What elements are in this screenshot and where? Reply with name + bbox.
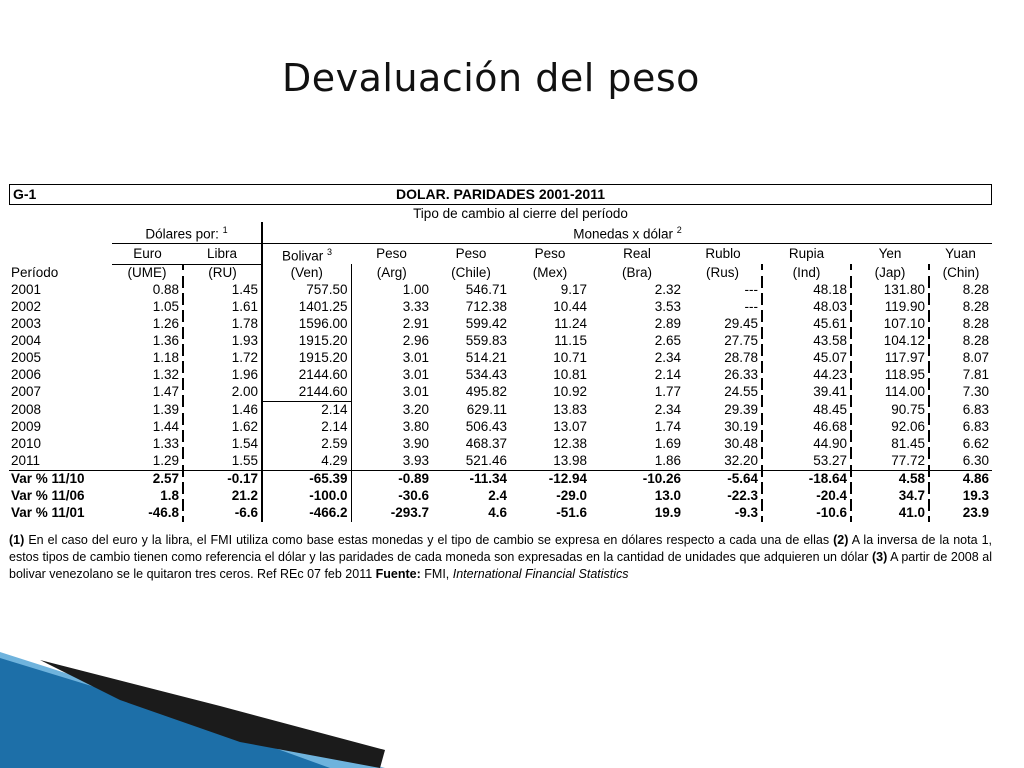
value-cell: 514.21 (465, 350, 508, 365)
period-label: Período (11, 264, 59, 280)
value-cell: 2.96 (402, 333, 430, 348)
value-cell: 1.78 (183, 316, 262, 333)
value-cell: 8.28 (962, 316, 990, 331)
column-header: Rupia (788, 245, 825, 261)
value-cell: 46.68 (762, 419, 851, 436)
table-row (9, 436, 992, 453)
value-cell: 11.15 (554, 333, 588, 348)
column-header: Real (623, 245, 651, 261)
value-cell: 1.39 (112, 401, 183, 419)
value-cell: 3.33 (402, 299, 430, 314)
source-label: Fuente: (375, 567, 421, 581)
source-title: International Financial Statistics (452, 567, 629, 581)
exchange-rate-table (9, 184, 992, 522)
table-row (9, 282, 992, 299)
note-2-text: A la inversa de la nota 1, estos tipos de cambio tienen como referencia el dólar y las paridades de cada moneda son expresadas en la cantidad de unidades que adquieren un dólar (9, 533, 993, 564)
variation-label: Var % 11/10 (9, 470, 112, 488)
variation-row (9, 470, 992, 488)
value-cell: 8.28 (962, 299, 990, 314)
value-cell: 43.58 (762, 333, 851, 350)
value-cell: 7.81 (962, 367, 990, 382)
value-cell: 3.20 (402, 401, 430, 417)
column-subheader: (Bra) (622, 264, 653, 280)
table-row (9, 367, 992, 384)
period-cell: 2008 (11, 401, 42, 417)
source-text: FMI, (420, 567, 453, 581)
note-2-tag: (2) (833, 533, 849, 547)
value-cell: 629.11 (466, 401, 508, 417)
value-cell: --- (684, 299, 762, 316)
value-cell: 6.30 (962, 453, 990, 468)
period-cell: 2005 (11, 350, 42, 365)
value-cell: 521.46 (465, 453, 508, 468)
variation-cell: 4.86 (929, 470, 992, 488)
variation-cell: -10.6 (762, 505, 851, 522)
column-header: Yen (878, 245, 902, 261)
value-cell: 44.23 (762, 367, 851, 384)
column-header: Peso (455, 245, 487, 261)
value-cell: 1.96 (183, 367, 262, 384)
value-cell: 1.62 (183, 419, 262, 436)
variation-cell: 23.9 (962, 505, 990, 520)
value-cell: 1.47 (112, 384, 183, 402)
variation-cell: 34.7 (851, 488, 929, 505)
value-cell: 45.07 (762, 350, 851, 367)
value-cell: 1.93 (183, 333, 262, 350)
value-cell: 1.44 (112, 419, 183, 436)
value-cell: 3.90 (402, 436, 430, 451)
variation-cell: 1.8 (112, 488, 183, 505)
value-cell: 26.33 (684, 367, 762, 384)
value-cell: 4.29 (262, 453, 351, 471)
period-cell: 2010 (11, 436, 42, 451)
column-subheader: (Jap) (851, 264, 929, 282)
period-cell: 2006 (11, 367, 42, 382)
value-cell: 48.45 (762, 401, 851, 419)
value-cell: 468.37 (465, 436, 508, 451)
value-cell: 3.80 (402, 419, 430, 434)
table-subtitle: Tipo de cambio al cierre del período (413, 206, 628, 221)
column-sub-row (9, 264, 992, 282)
variation-cell: -466.2 (262, 505, 351, 522)
value-cell: 2.89 (654, 316, 682, 331)
column-subheader: (Ven) (262, 264, 351, 282)
value-cell: 104.12 (851, 333, 929, 350)
variation-cell: -22.3 (684, 488, 762, 505)
value-cell: 1.26 (112, 316, 183, 333)
value-cell: 9.17 (560, 282, 588, 297)
value-cell: 13.98 (553, 453, 588, 468)
column-subheader: (UME) (112, 264, 183, 282)
variation-row (9, 505, 992, 522)
value-cell: 1.29 (112, 453, 183, 471)
value-cell: --- (684, 282, 762, 299)
value-cell: 13.83 (553, 401, 588, 417)
value-cell: 1596.00 (262, 316, 351, 333)
variation-cell: -11.34 (432, 470, 510, 488)
variation-cell: 41.0 (851, 505, 929, 522)
variation-cell: -9.3 (684, 505, 762, 522)
value-cell: 8.07 (962, 350, 990, 365)
period-cell: 2002 (11, 299, 42, 314)
value-cell: 1.72 (183, 350, 262, 367)
value-cell: 2.14 (262, 419, 351, 436)
column-header: Euro (112, 243, 183, 264)
value-cell: 53.27 (762, 453, 851, 471)
column-subheader: (Ind) (762, 264, 851, 282)
table-row (9, 384, 992, 402)
variation-cell: -46.8 (112, 505, 183, 522)
value-cell: 107.10 (851, 316, 929, 333)
period-cell: 2001 (11, 282, 42, 297)
variation-cell: -293.7 (390, 505, 430, 520)
value-cell: 1915.20 (262, 333, 351, 350)
value-cell: 1.00 (402, 282, 430, 297)
value-cell: 1.45 (183, 282, 262, 299)
variation-cell: 19.3 (962, 488, 990, 503)
value-cell: 712.38 (465, 299, 508, 314)
value-cell: 92.06 (851, 419, 929, 436)
value-cell: 2.34 (654, 401, 682, 417)
variation-row (9, 488, 992, 505)
value-cell: 11.24 (554, 316, 588, 331)
period-cell: 2003 (11, 316, 42, 331)
group-dollars-per: Dólares por: $^1$ (112, 222, 262, 243)
value-cell: 559.83 (465, 333, 508, 348)
table-title: DOLAR. PARIDADES 2001-2011 (395, 186, 606, 202)
value-cell: 3.01 (402, 367, 430, 382)
value-cell: 81.45 (851, 436, 929, 453)
value-cell: 2.59 (262, 436, 351, 453)
column-subheader: (RU) (183, 264, 262, 282)
value-cell: 48.18 (762, 282, 851, 299)
decorative-banner (0, 640, 1024, 768)
value-cell: 1.74 (654, 419, 682, 434)
value-cell: 10.71 (553, 350, 588, 365)
column-subheader: (Chile) (451, 264, 491, 280)
value-cell: 2.91 (402, 316, 430, 331)
value-cell: 10.44 (553, 299, 588, 314)
value-cell: 29.45 (684, 316, 762, 333)
value-cell: 1.86 (654, 453, 682, 468)
period-cell: 2009 (11, 419, 42, 434)
value-cell: 1.55 (183, 453, 262, 471)
slide-title: Devaluación del peso (282, 56, 700, 100)
note-3-tag: (3) (871, 550, 888, 564)
value-cell: 90.75 (851, 401, 929, 419)
value-cell: 32.20 (684, 453, 762, 471)
column-name-row (9, 243, 992, 264)
value-cell: 28.78 (684, 350, 762, 367)
variation-cell: 4.58 (851, 470, 929, 488)
value-cell: 2144.60 (262, 384, 351, 402)
value-cell: 1915.20 (262, 350, 351, 367)
value-cell: 0.88 (112, 282, 183, 299)
variation-cell: -51.6 (556, 505, 588, 520)
note-1-text: En el caso del euro y la libra, el FMI utiliza como base estas monedas y el tipo de cambio se expresa en dólares respecto a cada una de ellas (24, 533, 834, 547)
value-cell: 757.50 (262, 282, 351, 299)
variation-cell: -5.64 (684, 470, 762, 488)
value-cell: 44.90 (762, 436, 851, 453)
footnotes (9, 532, 992, 583)
column-header: Bolivar $^3$ (281, 246, 333, 263)
variation-cell: 21.2 (183, 488, 262, 505)
value-cell: 6.62 (962, 436, 990, 451)
table-id: G-1 (13, 186, 37, 202)
value-cell: 506.43 (465, 419, 508, 434)
value-cell: 29.39 (684, 401, 762, 419)
value-cell: 1401.25 (262, 299, 351, 316)
variation-cell: -65.39 (262, 470, 351, 488)
variation-cell: -0.89 (351, 470, 432, 488)
variation-cell: -6.6 (183, 505, 262, 522)
variation-cell: 2.4 (488, 488, 508, 503)
value-cell: 546.71 (465, 282, 508, 297)
value-cell: 6.83 (962, 401, 990, 417)
value-cell: 118.95 (851, 367, 929, 384)
value-cell: 8.28 (962, 333, 990, 348)
data-table (9, 222, 992, 522)
value-cell: 27.75 (684, 333, 762, 350)
value-cell: 534.43 (465, 367, 508, 382)
value-cell: 599.42 (465, 316, 508, 331)
column-header: Yuan (945, 245, 976, 261)
column-subheader: (Chin) (942, 264, 980, 280)
group-header-row (9, 222, 992, 243)
value-cell: 114.00 (851, 384, 929, 402)
column-header: Libra (183, 243, 262, 264)
value-cell: 1.61 (183, 299, 262, 316)
value-cell: 3.53 (654, 299, 682, 314)
value-cell: 3.93 (402, 453, 430, 468)
table-row (9, 333, 992, 350)
variation-cell: -0.17 (183, 470, 262, 488)
column-header: Peso (534, 245, 566, 261)
variation-cell: -30.6 (398, 488, 430, 503)
period-cell: 2007 (11, 384, 42, 400)
table-row (9, 453, 992, 471)
value-cell: 1.69 (654, 436, 682, 451)
column-header: Rublo (705, 245, 741, 261)
table-header-bar (9, 184, 992, 205)
value-cell: 48.03 (762, 299, 851, 316)
variation-cell: 4.6 (488, 505, 508, 520)
value-cell: 2.32 (654, 282, 682, 297)
table-row (9, 350, 992, 367)
value-cell: 131.80 (851, 282, 929, 299)
value-cell: 1.33 (112, 436, 183, 453)
value-cell: 2.14 (654, 367, 682, 382)
value-cell: 13.07 (553, 419, 588, 434)
group-currencies-per-dollar: Monedas x dólar $^2$ (262, 222, 992, 243)
variation-label: Var % 11/06 (11, 488, 85, 503)
variation-cell: -29.0 (556, 488, 588, 503)
value-cell: 1.77 (654, 384, 682, 400)
variation-cell: -10.26 (590, 470, 684, 488)
value-cell: 3.01 (402, 384, 430, 400)
value-cell: 77.72 (851, 453, 929, 471)
table-row (9, 401, 992, 419)
value-cell: 1.46 (183, 401, 262, 419)
column-subheader: (Arg) (376, 264, 407, 280)
value-cell: 1.54 (183, 436, 262, 453)
value-cell: 30.48 (684, 436, 762, 453)
variation-cell: -18.64 (762, 470, 851, 488)
column-subheader: (Mex) (532, 264, 568, 280)
value-cell: 1.18 (112, 350, 183, 367)
value-cell: 12.38 (553, 436, 588, 451)
value-cell: 30.19 (684, 419, 762, 436)
table-row (9, 316, 992, 333)
value-cell: 1.05 (112, 299, 183, 316)
value-cell: 8.28 (962, 282, 990, 297)
value-cell: 1.36 (112, 333, 183, 350)
variation-cell: -20.4 (762, 488, 851, 505)
column-subheader: (Rus) (684, 264, 762, 282)
value-cell: 6.83 (962, 419, 990, 434)
value-cell: 495.82 (465, 384, 508, 400)
table-row (9, 419, 992, 436)
value-cell: 10.81 (553, 367, 588, 382)
value-cell: 10.92 (553, 384, 588, 400)
variation-cell: -100.0 (262, 488, 351, 505)
value-cell: 2.14 (262, 401, 351, 419)
value-cell: 39.41 (762, 384, 851, 402)
value-cell: 117.97 (851, 350, 929, 367)
value-cell: 1.32 (112, 367, 183, 384)
value-cell: 7.30 (962, 384, 990, 400)
variation-cell: -12.94 (510, 470, 590, 488)
value-cell: 2.00 (183, 384, 262, 402)
column-header: Peso (376, 245, 407, 261)
value-cell: 24.55 (684, 384, 762, 402)
variation-label: Var % 11/01 (11, 505, 85, 520)
value-cell: 119.90 (851, 299, 929, 316)
variation-cell: 2.57 (112, 470, 183, 488)
value-cell: 45.61 (762, 316, 851, 333)
period-cell: 2011 (11, 453, 41, 468)
variation-cell: 13.0 (654, 488, 682, 503)
value-cell: 2144.60 (262, 367, 351, 384)
table-row (9, 299, 992, 316)
value-cell: 2.65 (654, 333, 682, 348)
note-1-tag: (1) (9, 533, 25, 547)
period-cell: 2004 (11, 333, 42, 348)
variation-cell: 19.9 (654, 505, 682, 520)
value-cell: 3.01 (402, 350, 430, 365)
note-3-text: A partir de 2008 al bolivar venezolano se le quitaron tres ceros. Ref REc 07 feb 2011 (9, 550, 992, 581)
value-cell: 2.34 (654, 350, 682, 365)
